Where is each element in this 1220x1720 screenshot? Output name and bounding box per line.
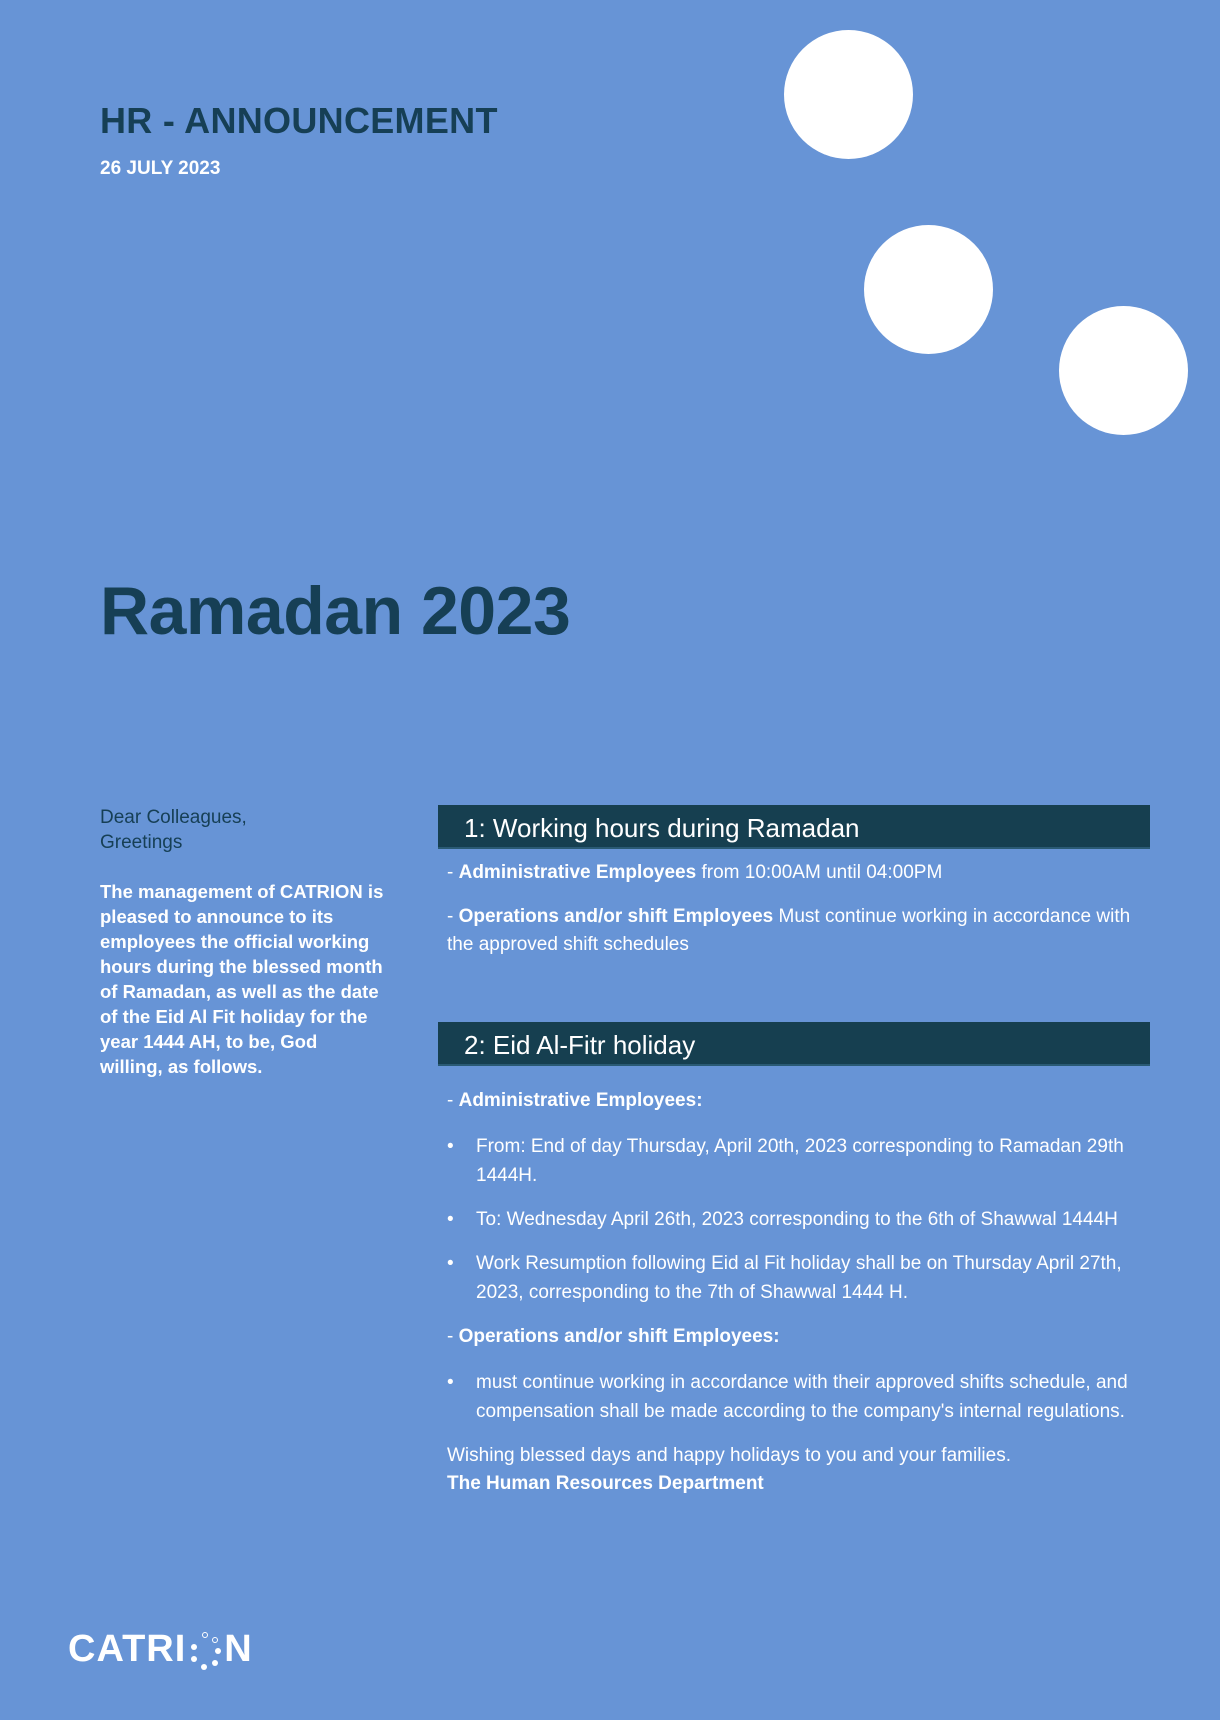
catrion-logo <box>68 1628 253 1671</box>
admin-hours: from 10:00AM until 04:00PM <box>696 862 943 883</box>
decorative-circle <box>1059 306 1188 435</box>
list-item: • From: End of day Thursday, April 20th, 2023 corresponding to Ramadan 29th 1444H. <box>438 1132 1150 1190</box>
section-heading-working-hours: 1: Working hours during Ramadan <box>438 805 1150 849</box>
decorative-circle <box>864 225 993 354</box>
greeting-block <box>100 805 380 855</box>
admin-employees-label: Administrative Employees <box>458 862 697 883</box>
announcement-date: 26 JULY 2023 <box>100 158 221 179</box>
working-hours-admin: - Administrative Employees from 10:00AM until 04:00PM <box>447 862 943 883</box>
announcement-body <box>438 805 1150 1498</box>
eid-admin-label: Administrative Employees: <box>458 1090 703 1111</box>
ops-hours: Must continue working in accordance with the approved shift schedules <box>447 906 1131 955</box>
closing-wish: Wishing blessed days and happy holidays to you and your families. <box>447 1445 1011 1466</box>
list-item: • To: Wednesday April 26th, 2023 corresponding to the 6th of Shawwal 1444H <box>438 1205 1150 1234</box>
ops-employees-label: Operations and/or shift Employees <box>458 906 774 927</box>
decorative-circle <box>784 30 913 159</box>
intro-paragraph: The management of CATRION is pleased to announce to its employees the official working hours during the blessed month of Ramadan, as well as the date of the Eid Al Fit holiday for the year 1444 AH, to be, God willing, as follows. <box>100 881 384 1077</box>
working-hours-ops: - Operations and/or shift Employees Must continue working in accordance with the approved shift schedules <box>447 906 1131 955</box>
logo-text-suffix: N <box>224 1628 253 1670</box>
logo-dots-icon <box>188 1630 222 1670</box>
eid-ops-label-line: - Operations and/or shift Employees: <box>447 1326 780 1347</box>
section-heading-eid-holiday: 2: Eid Al-Fitr holiday <box>438 1022 1150 1066</box>
page-title: Ramadan 2023 <box>100 573 571 649</box>
eid-admin-list <box>438 1132 1150 1307</box>
greeting: Greetings <box>100 832 183 853</box>
list-item: • Work Resumption following Eid al Fit holiday shall be on Thursday April 27th, 2023, corresponding to the 7th of Shawwal 1444 H. <box>438 1249 1150 1307</box>
eid-admin-label-line: - Administrative Employees: <box>447 1090 703 1111</box>
salutation: Dear Colleagues, <box>100 807 247 828</box>
list-item: • must continue working in accordance with their approved shifts schedule, and compensation shall be made according to the company's internal regulations. <box>438 1368 1150 1426</box>
eid-ops-list <box>438 1368 1150 1426</box>
eid-ops-label: Operations and/or shift Employees: <box>458 1326 780 1347</box>
announcement-label: HR - ANNOUNCEMENT <box>100 100 498 141</box>
logo-text-prefix: CATRI <box>68 1628 187 1670</box>
signature: The Human Resources Department <box>447 1473 764 1494</box>
